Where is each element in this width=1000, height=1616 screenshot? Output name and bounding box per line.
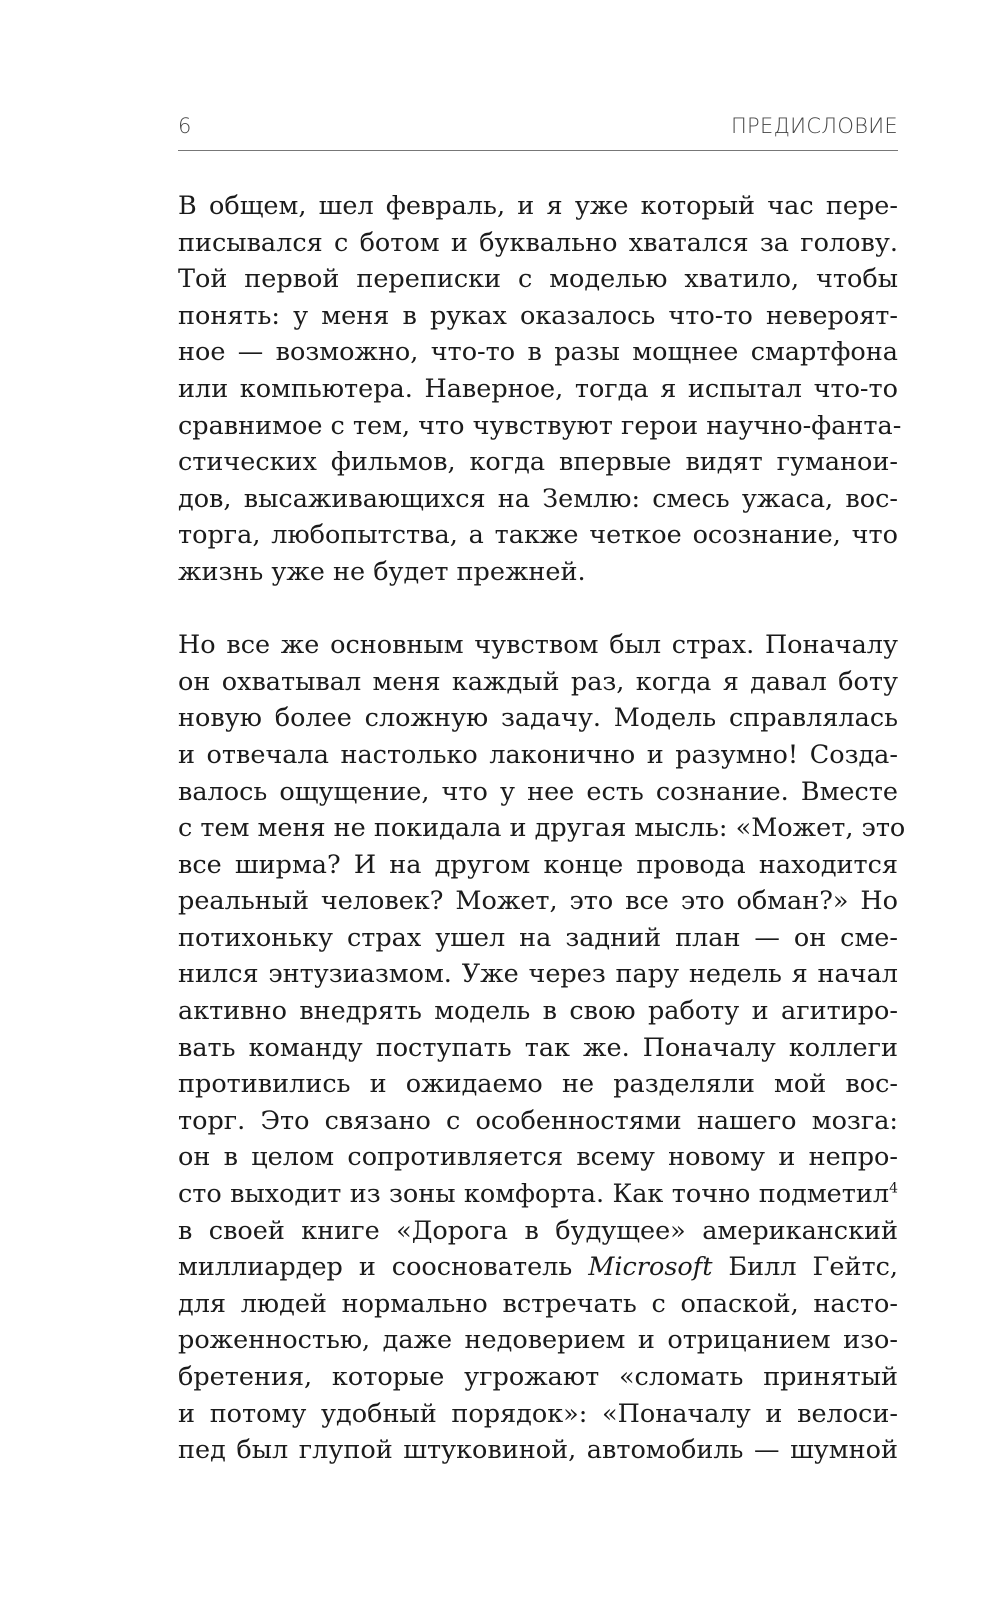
text-line: дов, высаживающихся на Землю: смесь ужаса, вос- (178, 483, 898, 514)
text-line: новую более сложную задачу. Модель справлялась (178, 703, 898, 734)
text-line-with-italic (178, 1249, 898, 1286)
text-line: валось ощущение, что у нее есть сознание. Вместе (178, 776, 898, 807)
text-line: в своей книге «Дорога в будущее» американский (178, 1215, 898, 1246)
page-header (178, 108, 898, 142)
body-text (178, 188, 906, 1469)
text-line: противились и ожидаемо не разделяли мой вос- (178, 1069, 898, 1100)
text-line: или компьютера. Наверное, тогда я испытал что-то (178, 373, 898, 404)
text-line: активно внедрять модель в свою работу и агитиро- (178, 996, 898, 1027)
footnote-reference[interactable]: 4 (889, 1180, 898, 1197)
text-line: Но все же основным чувством был страх. Поначалу (178, 630, 898, 661)
text-line: стических фильмов, когда впервые видят гуманои- (178, 447, 898, 478)
text-line: торг. Это связано с особенностями нашего мозга: (178, 1105, 898, 1136)
text-line: сравнимое с тем, что чувствуют герои научно-фанта- (178, 410, 902, 441)
text-line: бретения, которые угрожают «сломать принятый (178, 1362, 898, 1392)
text-line: для людей нормально встречать с опаской, насто- (178, 1288, 898, 1319)
text-line: сто выходит из зоны комфорта. Как точно подметил (178, 1179, 890, 1210)
running-head: ПРЕДИСЛОВИЕ (730, 114, 898, 138)
text-line: жизнь уже не будет прежней. (178, 556, 586, 587)
paragraph-2 (178, 627, 906, 1469)
paragraph-gap (178, 591, 898, 628)
text-line: торга, любопытства, а также четкое осознание, что (178, 520, 898, 551)
text-line: пед был глупой штуковиной, автомобиль — шумной (178, 1435, 898, 1466)
text-segment: Билл Гейтс, (728, 1252, 898, 1283)
text-line: все ширма? И на другом конце провода находится (178, 849, 898, 880)
text-line: писывался с ботом и буквально хватался за голову. (178, 227, 898, 258)
header-rule (178, 150, 898, 151)
text-line: и потому удобный порядок»: «Поначалу и велоси- (178, 1398, 898, 1429)
text-segment: миллиардер и сооснователь (178, 1252, 573, 1283)
text-line: Той первой переписки с моделью хватило, чтобы (178, 264, 898, 295)
paragraph-1 (178, 188, 902, 591)
text-line: В общем, шел февраль, и я уже который час пере- (178, 191, 898, 221)
text-line: нился энтузиазмом. Уже через пару недель я начал (178, 959, 898, 990)
text-line-with-footnote (178, 1176, 898, 1213)
text-line: он охватывал меня каждый раз, когда я давал боту (178, 666, 898, 697)
text-line: роженностью, даже недоверием и отрицанием изо- (178, 1325, 898, 1356)
text-line: понять: у меня в руках оказалось что-то невероят- (178, 300, 898, 331)
page-number: 6 (178, 114, 192, 138)
text-line: и отвечала настолько лаконично и разумно! Созда- (178, 739, 898, 770)
text-line: вать команду поступать так же. Поначалу коллеги (178, 1032, 898, 1063)
text-line: с тем меня не покидала и другая мысль: «Может, это (178, 813, 906, 844)
italic-company-name: Microsoft (588, 1252, 713, 1283)
text-line: ное — возможно, что-то в разы мощнее смартфона (178, 337, 898, 368)
text-line: он в целом сопротивляется всему новому и непро- (178, 1142, 898, 1173)
text-line: реальный человек? Может, это все это обман?» Но (178, 886, 898, 917)
text-line: потихоньку страх ушел на задний план — он сме- (178, 922, 898, 953)
